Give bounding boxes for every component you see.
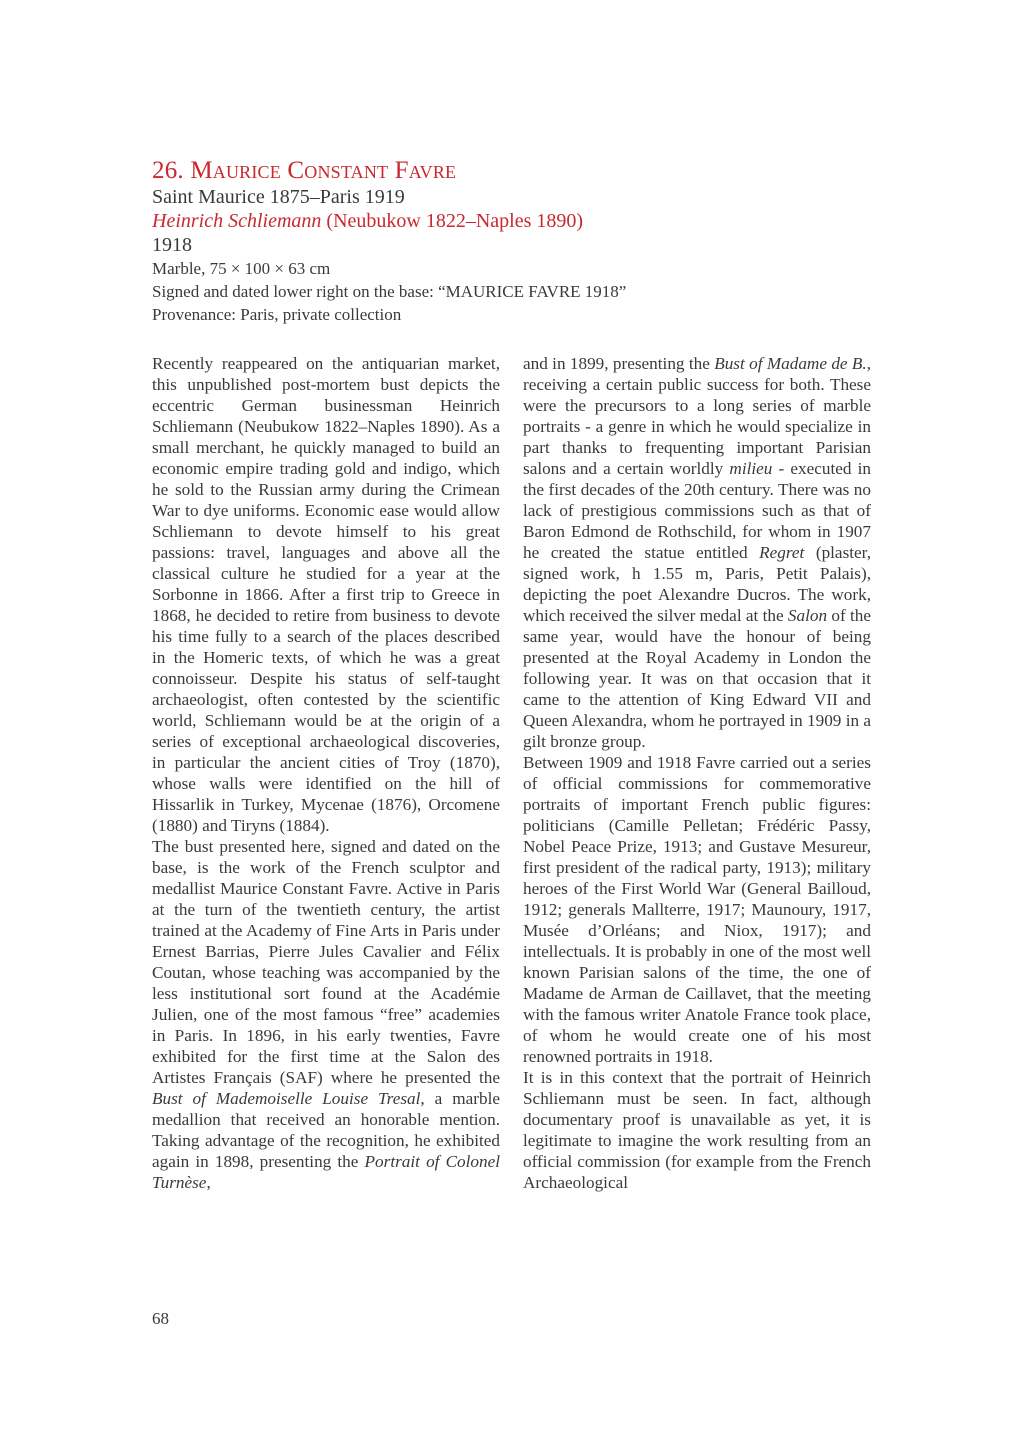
work-medium: Marble, 75 × 100 × 63 cm: [152, 259, 331, 278]
subject-dates: (Neubukow 1822–Naples 1890): [321, 210, 584, 232]
text-run: and in 1899, presenting the: [523, 354, 715, 373]
text-column-right: [523, 353, 871, 1193]
text-run: , receiving a certain public success for both. These were the precursors to a long series of marble portraits - a genre in which he would specialize in part thanks to frequenting important Parisian salons and a certain worldly: [523, 354, 871, 478]
text-run: - executed in the first decades of the 20th century. There was no lack of prestigious commissions such as that of Baron Edmond de Rothschild, for whom in 1907 he created the statue entitled: [523, 459, 871, 562]
artist-name: Maurice Constant Favre: [190, 157, 457, 184]
subject-name: Heinrich Schliemann: [152, 210, 322, 232]
paragraph: [523, 353, 871, 752]
paragraph: [152, 836, 500, 1193]
paragraph: Between 1909 and 1918 Favre carried out a series of official commissions for commemorative portraits of important French public figures: politicians (Camille Pelletan; Frédéric Passy, Nobel Peace Prize, 1913; and Gustave Mesureur, first president of the radical party, 1913); military heroes of the First World War (General Bailloud, 1912; generals Mallterre, 1917; Maunoury, 1917, Musée d’Orléans; and Niox, 1917); and intellectuals. It is probably in one of the most well known Parisian salons of the time, the one of Madame de Arman de Caillavet, that the meeting with the famous writer Anatole France took place, of whom he would create one of his most renowned portraits in 1918.: [523, 753, 871, 1066]
artist-life-dates: Saint Maurice 1875–Paris 1919: [152, 186, 405, 208]
italic-title: Bust of Mademoiselle Louise Tresal: [152, 1089, 421, 1108]
text-run: , a marble medallion that received an honorable mention. Taking advantage of the recognition, he exhibited again in 1898, presenting the: [152, 1089, 500, 1171]
italic-title: Bust of Madame de B.: [714, 354, 867, 373]
italic-title: Portrait of Colonel Turnèse: [152, 1152, 501, 1192]
page-number: 68: [152, 1309, 169, 1328]
italic-term: milieu: [729, 459, 773, 478]
work-provenance: Provenance: Paris, private collection: [152, 305, 402, 324]
entry-title: [152, 157, 872, 185]
paragraph: Recently reappeared on the antiquarian market, this unpublished post-mortem bust depicts the eccentric German businessman Heinrich Schliemann (Neubukow 1822–Naples 1890). As a small merchant, he quickly managed to build an economic empire trading gold and indigo, which he sold to the Russian army during the Crimean War to dye uniforms. Economic ease would allow Schliemann to devote himself to his great passions: travel, languages and above all the classical culture he studied for a year at the Sorbonne in 1866. After a first trip to Greece in 1868, he decided to retire from business to devote his time fully to a search of the places described in the Homeric texts, of which he was a great connoisseur. Despite his status of self-taught archaeologist, often contested by the scientific world, Schliemann would be at the origin of a series of exceptional archaeological discoveries, in particular the ancient cities of Troy (1870), whose walls were identified on the hill of Hissarlik in Turkey, Mycenae (1876), Orcomene (1880) and Tiryns (1884).: [152, 354, 500, 835]
italic-term: Salon: [787, 606, 828, 625]
entry-number: 26.: [152, 157, 184, 184]
italic-title: Regret: [759, 543, 805, 562]
text-run: of the same year, would have the honour of being presented at the Royal Academy in London the following year. It was on that occasion that it came to the attention of King Edward VII and Queen Alexandra, whom he portrayed in 1909 in a gilt bronze group.: [523, 606, 871, 751]
text-run: ,: [206, 1173, 211, 1192]
work-year: 1918: [152, 234, 192, 256]
work-signature: Signed and dated lower right on the base: “MAURICE FAVRE 1918”: [152, 282, 627, 301]
entry-header: [152, 157, 872, 326]
paragraph: It is in this context that the portrait of Heinrich Schliemann must be seen. In fact, although documentary proof is unavailable as yet, it is legitimate to imagine the work resulting from an official commission (for example from the French Archaeological: [523, 1068, 871, 1192]
text-run: (plaster, signed work, h 1.55 m, Paris, Petit Palais), depicting the poet Alexandre Ducros. The work, which received the silver medal at the: [523, 543, 871, 625]
text-column-left: [152, 353, 500, 1193]
work-subject: [152, 209, 872, 233]
text-run: The bust presented here, signed and dated on the base, is the work of the French sculptor and medallist Maurice Constant Favre. Active in Paris at the turn of the twentieth century, the artist trained at the Academy of Fine Arts in Paris under Ernest Barrias, Pierre Jules Cavalier and Félix Coutan, whose teaching was accompanied by the less institutional sort found at the Académie Julien, one of the most famous “free” academies in Paris. In 1896, in his early twenties, Favre exhibited for the first time at the Salon des Artistes Français (SAF) where he presented the: [152, 837, 500, 1087]
